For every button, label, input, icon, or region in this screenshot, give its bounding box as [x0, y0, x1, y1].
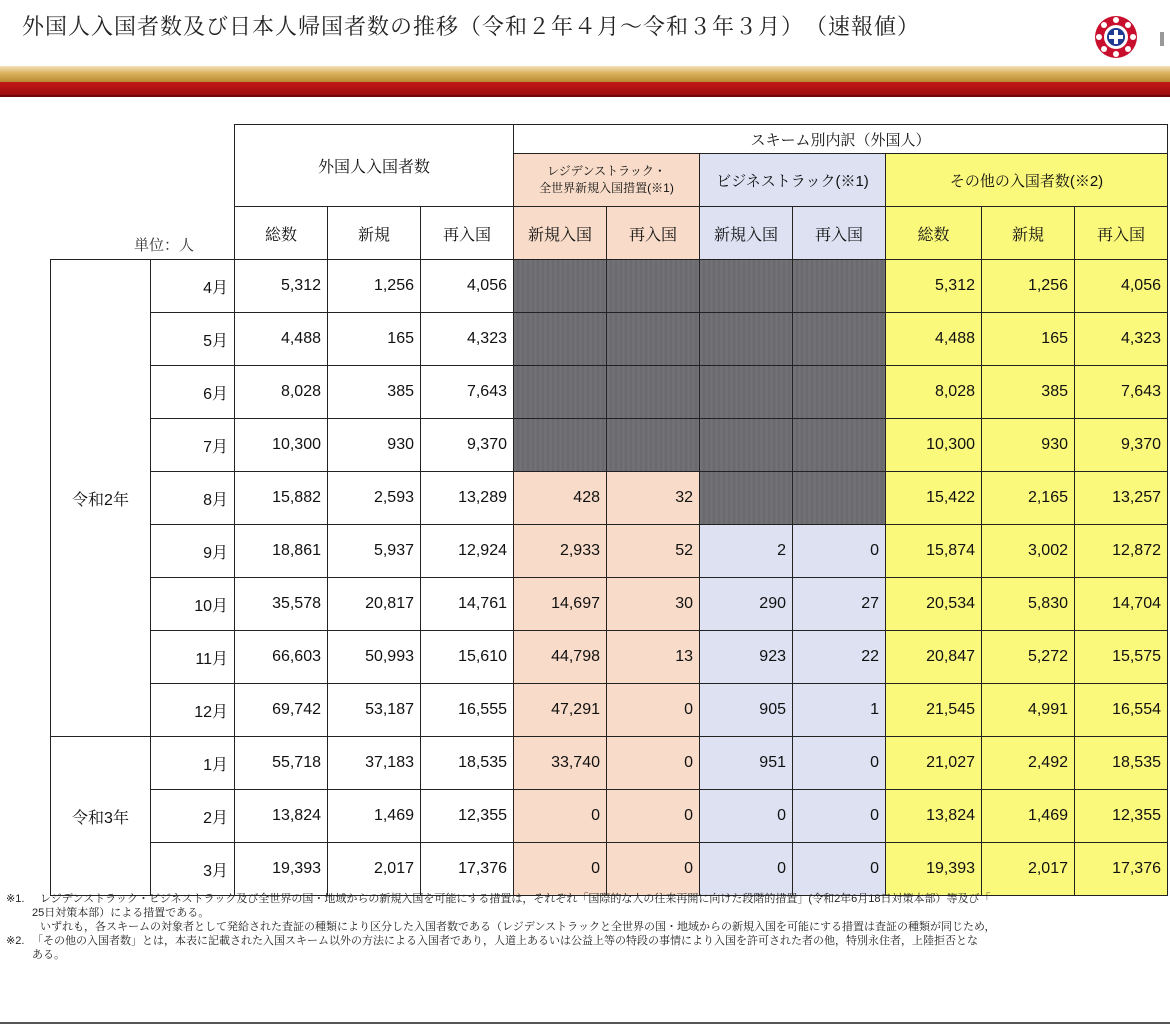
footnote-2-line1: 「その他の入国者数」とは，本表に記載された入国スキーム以外の方法による入国者であり，人道上あるいは公益上等の特段の事情により入国を許可された者の他，特別永住者，上陸拒否とな: [32, 935, 978, 947]
other-reentry-cell: 17,376: [1075, 843, 1168, 896]
residence-new-cell: 33,740: [514, 737, 607, 790]
total-cell: 8,028: [235, 366, 328, 419]
col-header-other-reentry: 再入国: [1075, 207, 1168, 260]
business-new-cell: 905: [700, 684, 793, 737]
total-cell: 5,312: [235, 260, 328, 313]
other-reentry-cell: 4,056: [1075, 260, 1168, 313]
other-new-cell: 165: [982, 313, 1075, 366]
month-cell: 7月: [151, 419, 235, 472]
era-label-r3: 令和3年: [51, 737, 151, 896]
reentry-cell: 18,535: [421, 737, 514, 790]
residence-new-cell: 0: [514, 790, 607, 843]
business-reentry-cell: [793, 260, 886, 313]
table-body: [51, 260, 1168, 896]
other-new-cell: 1,256: [982, 260, 1075, 313]
residence-new-cell: 0: [514, 843, 607, 896]
residence-new-cell: 428: [514, 472, 607, 525]
other-reentry-cell: 12,872: [1075, 525, 1168, 578]
col-header-business-new: 新規入国: [700, 207, 793, 260]
new-cell: 930: [328, 419, 421, 472]
new-cell: 50,993: [328, 631, 421, 684]
residence-reentry-cell: 13: [607, 631, 700, 684]
new-cell: 5,937: [328, 525, 421, 578]
col-header-business-reentry: 再入国: [793, 207, 886, 260]
other-reentry-cell: 15,575: [1075, 631, 1168, 684]
other-reentry-cell: 9,370: [1075, 419, 1168, 472]
business-new-cell: 2: [700, 525, 793, 578]
reentry-cell: 4,056: [421, 260, 514, 313]
col-header-reentry: 再入国: [421, 207, 514, 260]
business-new-cell: 0: [700, 843, 793, 896]
new-cell: 1,469: [328, 790, 421, 843]
col-header-other-total: 総数: [886, 207, 982, 260]
header-business-track: ビジネストラック(※1): [700, 154, 886, 207]
footnotes: [6, 892, 1170, 962]
header-other-entrants: その他の入国者数(※2): [886, 154, 1168, 207]
reentry-cell: 4,323: [421, 313, 514, 366]
new-cell: 165: [328, 313, 421, 366]
other-total-cell: 20,847: [886, 631, 982, 684]
month-cell: 9月: [151, 525, 235, 578]
header-row-3: [51, 207, 1168, 260]
other-reentry-cell: 4,323: [1075, 313, 1168, 366]
other-total-cell: 15,422: [886, 472, 982, 525]
table-row: [51, 472, 1168, 525]
business-new-cell: 951: [700, 737, 793, 790]
footnote-2: [6, 934, 1170, 962]
red-band: [0, 82, 1170, 95]
other-total-cell: 5,312: [886, 260, 982, 313]
other-reentry-cell: 7,643: [1075, 366, 1168, 419]
footnote-2-line2: ある。: [32, 949, 65, 961]
business-reentry-cell: [793, 472, 886, 525]
header-residence-track-line1: レジデンストラック・: [547, 164, 666, 178]
business-new-cell: 0: [700, 790, 793, 843]
total-cell: 55,718: [235, 737, 328, 790]
business-reentry-cell: [793, 366, 886, 419]
col-header-new: 新規: [328, 207, 421, 260]
other-new-cell: 2,492: [982, 737, 1075, 790]
reentry-cell: 9,370: [421, 419, 514, 472]
business-new-cell: 923: [700, 631, 793, 684]
reentry-cell: 12,355: [421, 790, 514, 843]
table-row: [51, 366, 1168, 419]
gold-band: [0, 66, 1170, 82]
business-reentry-cell: 0: [793, 843, 886, 896]
other-total-cell: 19,393: [886, 843, 982, 896]
footnote-2-mark: ※2.: [6, 935, 25, 947]
total-cell: 35,578: [235, 578, 328, 631]
total-cell: 19,393: [235, 843, 328, 896]
new-cell: 385: [328, 366, 421, 419]
table-row: [51, 684, 1168, 737]
new-cell: 2,017: [328, 843, 421, 896]
month-cell: 5月: [151, 313, 235, 366]
business-reentry-cell: 0: [793, 737, 886, 790]
residence-reentry-cell: 0: [607, 790, 700, 843]
other-reentry-cell: 13,257: [1075, 472, 1168, 525]
col-header-total: 総数: [235, 207, 328, 260]
footnote-1-line1: レジデンストラック・ビジネストラック及び全世界の国・地域からの新規入国を可能にする措置は，それぞれ「国際的な人の往来再開に向けた段階的措置」(令和2年6月18日対策本部）等及び「: [40, 893, 991, 905]
residence-reentry-cell: 0: [607, 684, 700, 737]
footnote-1-line2: 25日対策本部）による措置である。: [32, 907, 210, 919]
residence-new-cell: [514, 366, 607, 419]
col-header-other-new: 新規: [982, 207, 1075, 260]
other-reentry-cell: 16,554: [1075, 684, 1168, 737]
other-new-cell: 5,830: [982, 578, 1075, 631]
col-header-residence-new: 新規入国: [514, 207, 607, 260]
new-cell: 37,183: [328, 737, 421, 790]
total-cell: 66,603: [235, 631, 328, 684]
month-cell: 6月: [151, 366, 235, 419]
reentry-cell: 13,289: [421, 472, 514, 525]
header-foreign-entrants: 外国人入国者数: [235, 125, 514, 207]
other-total-cell: 15,874: [886, 525, 982, 578]
business-reentry-cell: 22: [793, 631, 886, 684]
page-header: [0, 0, 1170, 100]
residence-new-cell: 47,291: [514, 684, 607, 737]
new-cell: 2,593: [328, 472, 421, 525]
reentry-cell: 17,376: [421, 843, 514, 896]
table-row: [51, 737, 1168, 790]
residence-new-cell: [514, 260, 607, 313]
table-row: [51, 313, 1168, 366]
month-cell: 11月: [151, 631, 235, 684]
total-cell: 10,300: [235, 419, 328, 472]
business-new-cell: [700, 260, 793, 313]
residence-reentry-cell: 32: [607, 472, 700, 525]
other-new-cell: 2,165: [982, 472, 1075, 525]
residence-reentry-cell: [607, 366, 700, 419]
residence-new-cell: 2,933: [514, 525, 607, 578]
month-cell: 3月: [151, 843, 235, 896]
residence-reentry-cell: [607, 313, 700, 366]
month-cell: 10月: [151, 578, 235, 631]
col-header-residence-reentry: 再入国: [607, 207, 700, 260]
other-reentry-cell: 18,535: [1075, 737, 1168, 790]
business-new-cell: 290: [700, 578, 793, 631]
other-new-cell: 2,017: [982, 843, 1075, 896]
other-total-cell: 13,824: [886, 790, 982, 843]
other-reentry-cell: 14,704: [1075, 578, 1168, 631]
edge-mark: [1160, 32, 1164, 46]
footnote-1: [6, 892, 1170, 934]
total-cell: 13,824: [235, 790, 328, 843]
residence-new-cell: 14,697: [514, 578, 607, 631]
residence-reentry-cell: [607, 260, 700, 313]
era-label-r2: 令和2年: [51, 260, 151, 737]
table-row: [51, 790, 1168, 843]
total-cell: 4,488: [235, 313, 328, 366]
business-new-cell: [700, 419, 793, 472]
residence-reentry-cell: 30: [607, 578, 700, 631]
residence-reentry-cell: 52: [607, 525, 700, 578]
residence-new-cell: [514, 313, 607, 366]
business-new-cell: [700, 313, 793, 366]
business-new-cell: [700, 472, 793, 525]
business-reentry-cell: [793, 313, 886, 366]
total-cell: 15,882: [235, 472, 328, 525]
reentry-cell: 15,610: [421, 631, 514, 684]
table-row: [51, 525, 1168, 578]
entry-statistics-table: [50, 124, 1168, 896]
total-cell: 18,861: [235, 525, 328, 578]
other-new-cell: 385: [982, 366, 1075, 419]
header-residence-track: [514, 154, 700, 207]
reentry-cell: 14,761: [421, 578, 514, 631]
month-cell: 12月: [151, 684, 235, 737]
other-total-cell: 21,027: [886, 737, 982, 790]
month-cell: 1月: [151, 737, 235, 790]
other-reentry-cell: 12,355: [1075, 790, 1168, 843]
business-new-cell: [700, 366, 793, 419]
header-residence-track-line2: 全世界新規入国措置(※1): [539, 181, 674, 195]
total-cell: 69,742: [235, 684, 328, 737]
residence-reentry-cell: 0: [607, 843, 700, 896]
other-total-cell: 20,534: [886, 578, 982, 631]
new-cell: 53,187: [328, 684, 421, 737]
header-scheme-breakdown: スキーム別内訳（外国人）: [514, 125, 1168, 154]
footnote-1-line3: いずれも，各スキームの対象者として発給された査証の種類により区分した入国者数である（レジデンストラックと全世界の国・地域からの新規入国を可能にする措置は査証の種類が同じため，: [40, 921, 996, 933]
reentry-cell: 16,555: [421, 684, 514, 737]
table-row: [51, 578, 1168, 631]
other-new-cell: 5,272: [982, 631, 1075, 684]
other-total-cell: 4,488: [886, 313, 982, 366]
other-new-cell: 930: [982, 419, 1075, 472]
reentry-cell: 12,924: [421, 525, 514, 578]
business-reentry-cell: 1: [793, 684, 886, 737]
footnote-1-mark: ※1.: [6, 893, 25, 905]
ministry-emblem-icon: [1093, 14, 1139, 60]
header-row-1: [51, 125, 1168, 154]
bottom-rule: [0, 1022, 1170, 1024]
other-new-cell: 3,002: [982, 525, 1075, 578]
other-total-cell: 10,300: [886, 419, 982, 472]
residence-reentry-cell: 0: [607, 737, 700, 790]
month-cell: 4月: [151, 260, 235, 313]
other-total-cell: 21,545: [886, 684, 982, 737]
business-reentry-cell: [793, 419, 886, 472]
business-reentry-cell: 27: [793, 578, 886, 631]
table-row: [51, 631, 1168, 684]
other-new-cell: 1,469: [982, 790, 1075, 843]
residence-new-cell: [514, 419, 607, 472]
unit-label: 単位：人: [133, 237, 194, 254]
table-row: [51, 260, 1168, 313]
new-cell: 1,256: [328, 260, 421, 313]
table-row: [51, 419, 1168, 472]
residence-reentry-cell: [607, 419, 700, 472]
new-cell: 20,817: [328, 578, 421, 631]
business-reentry-cell: 0: [793, 790, 886, 843]
page-title: 外国人入国者数及び日本人帰国者数の推移（令和２年４月～令和３年３月） （速報値）: [22, 15, 921, 40]
other-new-cell: 4,991: [982, 684, 1075, 737]
business-reentry-cell: 0: [793, 525, 886, 578]
month-cell: 2月: [151, 790, 235, 843]
reentry-cell: 7,643: [421, 366, 514, 419]
residence-new-cell: 44,798: [514, 631, 607, 684]
other-total-cell: 8,028: [886, 366, 982, 419]
band-underline: [0, 95, 1170, 97]
table-row: [51, 843, 1168, 896]
month-cell: 8月: [151, 472, 235, 525]
